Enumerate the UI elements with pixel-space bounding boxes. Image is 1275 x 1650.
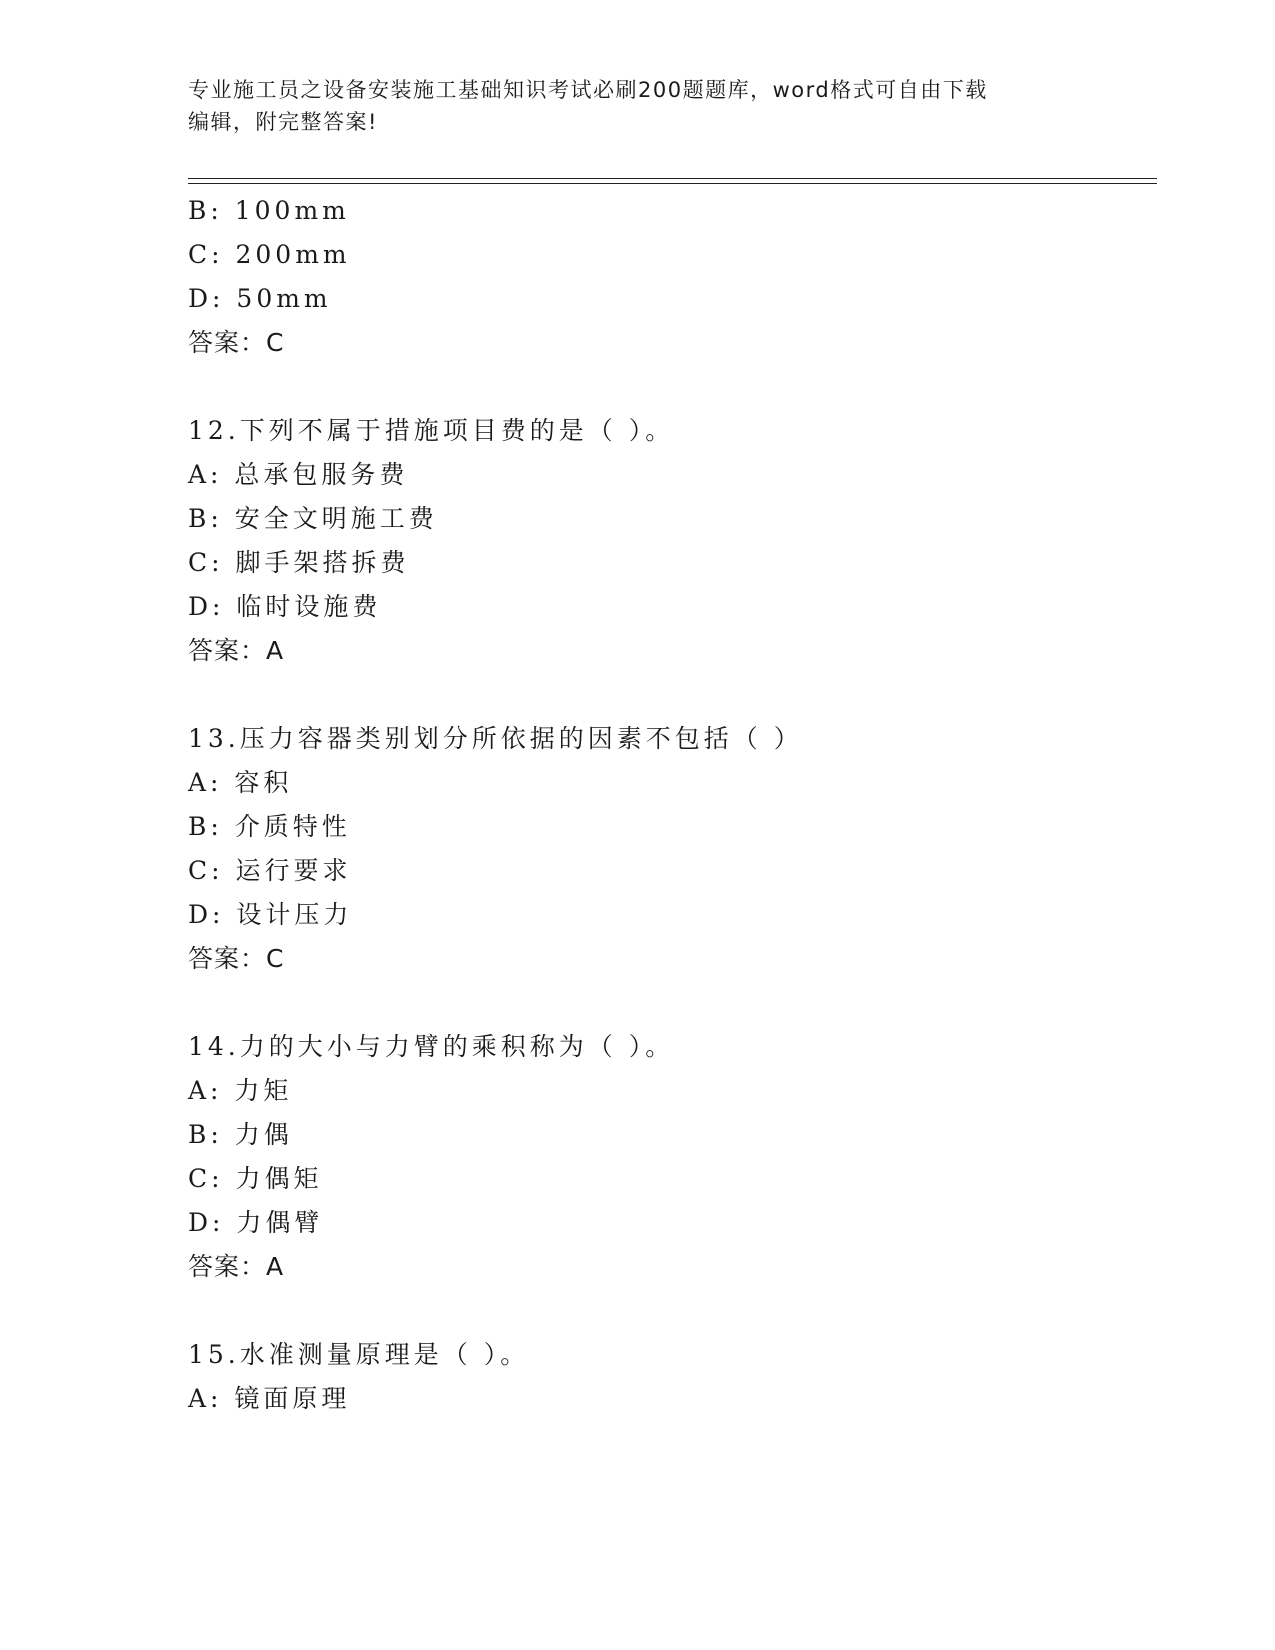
option-line: C: 运行要求 [188, 856, 352, 885]
option-line: C: 脚手架搭拆费 [188, 548, 410, 577]
header-title-line-2: 编辑，附完整答案! [188, 110, 378, 134]
answer-line: 答案：A [188, 636, 285, 665]
answer-line: 答案：A [188, 1252, 285, 1281]
document-header [188, 74, 1088, 138]
option-line: B: 100mm [188, 196, 350, 225]
option-line: A: 容积 [188, 768, 293, 797]
option-line: A: 总承包服务费 [188, 460, 409, 489]
question-14: 14.力的大小与力臂的乘积称为（ ）。 [188, 1032, 675, 1061]
option-line: B: 力偶 [188, 1120, 293, 1149]
option-line: D: 临时设施费 [188, 592, 382, 621]
option-line: A: 力矩 [188, 1076, 293, 1105]
option-line: B: 介质特性 [188, 812, 351, 841]
header-title-line-1: 专业施工员之设备安装施工基础知识考试必刷200题题库，word格式可自由下载 [188, 78, 988, 102]
header-divider-bottom [188, 183, 1157, 184]
option-line: C: 200mm [188, 240, 351, 269]
option-line: B: 安全文明施工费 [188, 504, 438, 533]
question-12: 12.下列不属于措施项目费的是（ ）。 [188, 416, 675, 445]
header-divider-top [188, 178, 1157, 179]
question-13: 13.压力容器类别划分所依据的因素不包括（ ） [188, 724, 803, 753]
option-line: D: 50mm [188, 284, 332, 313]
question-15: 15.水准测量原理是（ ）。 [188, 1340, 530, 1369]
option-line: A: 镜面原理 [188, 1384, 351, 1413]
answer-line: 答案：C [188, 328, 285, 357]
option-line: D: 设计压力 [188, 900, 353, 929]
answer-line: 答案：C [188, 944, 285, 973]
option-line: D: 力偶臂 [188, 1208, 324, 1237]
option-line: C: 力偶矩 [188, 1164, 323, 1193]
